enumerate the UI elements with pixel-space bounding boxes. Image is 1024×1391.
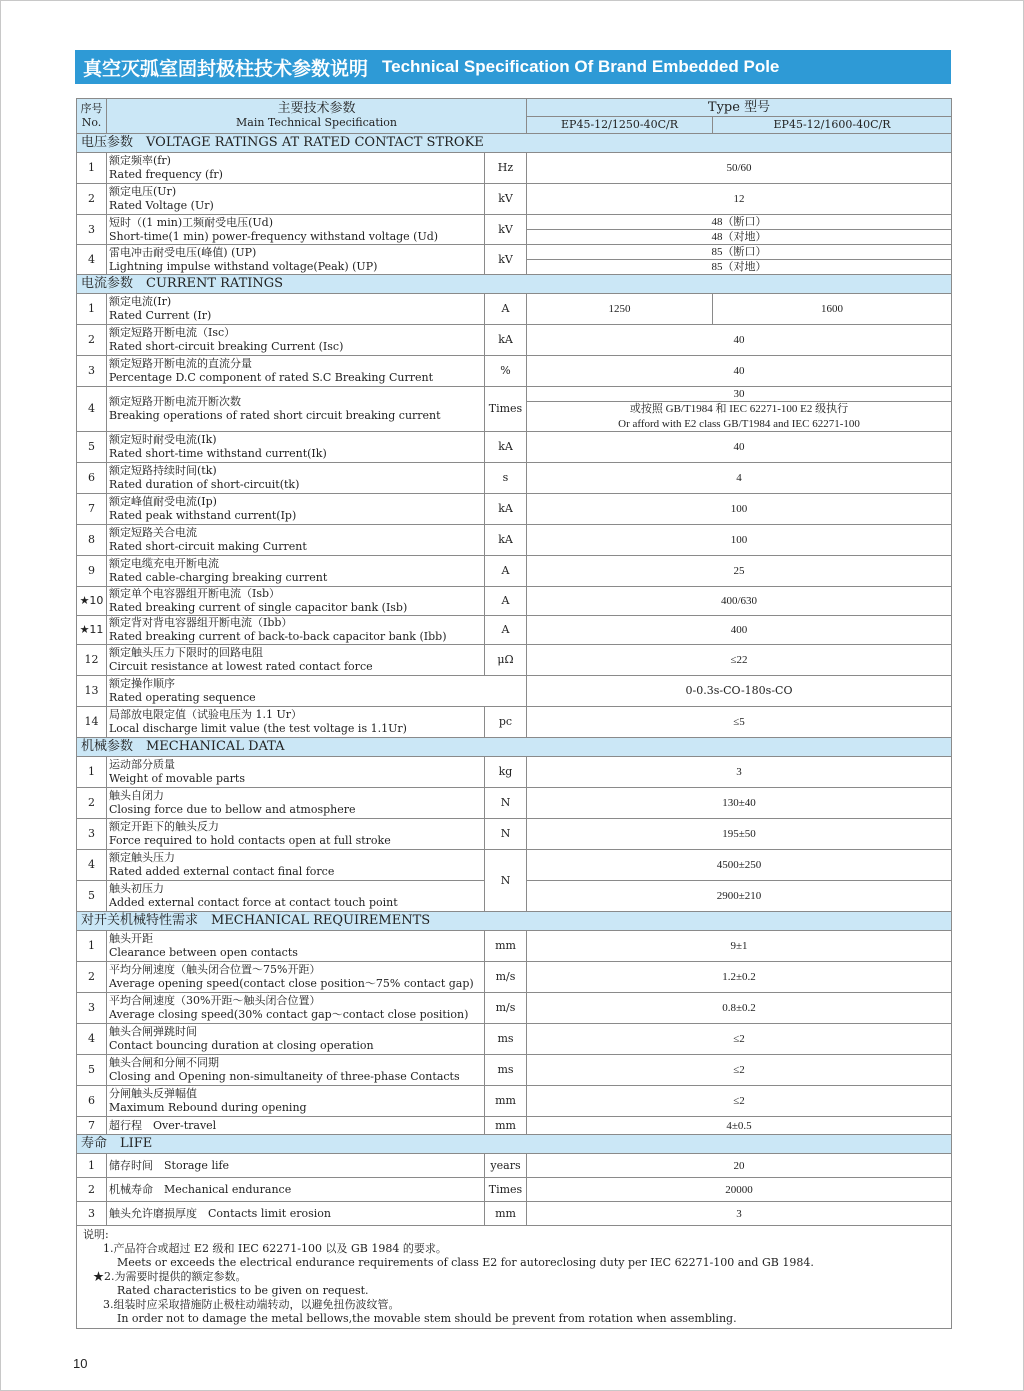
row-unit: ms bbox=[485, 1024, 527, 1055]
title-bar bbox=[75, 50, 951, 84]
row-name-zh: 短时（(1 min)工频耐受电压(Ud) bbox=[109, 215, 274, 229]
table-row bbox=[77, 819, 952, 850]
row-name bbox=[107, 616, 485, 645]
row-no: 3 bbox=[77, 356, 107, 387]
table-row bbox=[77, 616, 952, 645]
row-no: ★11 bbox=[77, 616, 107, 645]
row-no: 1 bbox=[77, 931, 107, 962]
row-no: 12 bbox=[77, 645, 107, 676]
row-name bbox=[107, 1086, 485, 1117]
row-value: ≤2 bbox=[527, 1086, 952, 1117]
row-no: 14 bbox=[77, 707, 107, 738]
row-name-en: Rated frequency (fr) bbox=[109, 168, 223, 181]
page-number: 10 bbox=[73, 1356, 88, 1371]
table-row bbox=[77, 463, 952, 494]
row-no: 2 bbox=[77, 788, 107, 819]
row-unit: m/s bbox=[485, 993, 527, 1024]
row-unit: mm bbox=[485, 1202, 527, 1226]
row-value: 85（断口） bbox=[527, 245, 952, 260]
row-name-zh: 额定开距下的触头反力 bbox=[109, 820, 219, 833]
row-no: 2 bbox=[77, 325, 107, 356]
notes-cell bbox=[77, 1226, 952, 1329]
row-value: Or afford with E2 class GB/T1984 and IEC 62271-100 bbox=[527, 417, 952, 432]
row-value: ≤2 bbox=[527, 1024, 952, 1055]
row-unit: m/s bbox=[485, 962, 527, 993]
row-name-zh: 额定短路持续时间(tk) bbox=[109, 464, 217, 477]
row-name-zh: 局部放电限定值（试验电压为 1.1 Ur） bbox=[109, 708, 303, 721]
table-row bbox=[77, 962, 952, 993]
row-no: 4 bbox=[77, 850, 107, 881]
row-name-zh: 触头初压力 bbox=[109, 882, 164, 895]
row-no: 5 bbox=[77, 881, 107, 912]
table-row bbox=[77, 1202, 952, 1226]
row-value: 25 bbox=[527, 556, 952, 587]
header-no bbox=[77, 99, 107, 134]
row-name bbox=[107, 432, 485, 463]
note-1-zh: 1.产品符合或超过 E2 级和 IEC 62271-100 以及 GB 1984 的要求。 bbox=[103, 1242, 447, 1255]
row-no: 4 bbox=[77, 1024, 107, 1055]
row-unit: N bbox=[485, 850, 527, 912]
row-unit: Times bbox=[485, 1178, 527, 1202]
section-mechanical bbox=[77, 738, 952, 757]
table-row bbox=[77, 1154, 952, 1178]
row-name-en: Force required to hold contacts open at full stroke bbox=[109, 834, 391, 847]
row-value: 3 bbox=[527, 1202, 952, 1226]
table-row bbox=[77, 494, 952, 525]
table-row bbox=[77, 245, 952, 260]
row-value: 195±50 bbox=[527, 819, 952, 850]
note-3-zh: 3.组装时应采取措施防止极柱动端转动，以避免扭伤波纹管。 bbox=[103, 1298, 400, 1311]
table-row bbox=[77, 993, 952, 1024]
row-no: 6 bbox=[77, 1086, 107, 1117]
row-unit: % bbox=[485, 356, 527, 387]
row-no: 8 bbox=[77, 525, 107, 556]
row-name-zh: 分闸触头反弹幅值 bbox=[109, 1087, 197, 1100]
row-no: 1 bbox=[77, 757, 107, 788]
row-name-zh: 额定峰值耐受电流(Ip) bbox=[109, 495, 217, 508]
row-name bbox=[107, 993, 485, 1024]
row-no: 3 bbox=[77, 1202, 107, 1226]
table-row bbox=[77, 325, 952, 356]
notes-title: 说明: bbox=[83, 1228, 109, 1241]
row-value: 40 bbox=[527, 432, 952, 463]
row-value: 400/630 bbox=[527, 587, 952, 616]
table-row bbox=[77, 525, 952, 556]
row-name-en: Lightning impulse withstand voltage(Peak) (UP) bbox=[109, 259, 378, 273]
notes bbox=[79, 1226, 949, 1328]
row-no: 1 bbox=[77, 153, 107, 184]
row-name: 超行程 Over-travel bbox=[107, 1117, 485, 1135]
header-row bbox=[77, 99, 952, 117]
row-name-zh: 平均分闸速度（触头闭合位置～75%开距） bbox=[109, 963, 321, 976]
row-unit: mm bbox=[485, 931, 527, 962]
row-unit: kA bbox=[485, 325, 527, 356]
row-value: 4 bbox=[527, 463, 952, 494]
row-name-en: Closing and Opening non-simultaneity of three-phase Contacts bbox=[109, 1070, 460, 1083]
section-life-title: 寿命 LIFE bbox=[77, 1135, 952, 1154]
row-value: 或按照 GB/T1984 和 IEC 62271-100 E2 级执行 bbox=[527, 402, 952, 417]
row-name bbox=[107, 676, 527, 707]
row-value: 48（对地） bbox=[527, 230, 952, 245]
row-name bbox=[107, 294, 485, 325]
row-name-zh: 额定短路开断电流开断次数 bbox=[109, 395, 241, 408]
row-name-en: Circuit resistance at lowest rated contact force bbox=[109, 660, 373, 673]
table-row bbox=[77, 387, 952, 402]
row-no: 7 bbox=[77, 494, 107, 525]
row-unit: N bbox=[485, 788, 527, 819]
row-name-en: Average opening speed(contact close position～75% contact gap) bbox=[109, 977, 474, 990]
row-name-zh: 额定短时耐受电流(Ik) bbox=[109, 433, 217, 446]
table-row bbox=[77, 1178, 952, 1202]
row-name-zh: 额定触头压力 bbox=[109, 851, 175, 864]
row-unit: A bbox=[485, 616, 527, 645]
row-name-zh: 额定电压(Ur) bbox=[109, 185, 177, 198]
row-no: 7 bbox=[77, 1117, 107, 1135]
row-unit: A bbox=[485, 587, 527, 616]
row-no: 5 bbox=[77, 432, 107, 463]
row-name-zh: 运动部分质量 bbox=[109, 758, 175, 771]
table-row bbox=[77, 556, 952, 587]
table-row bbox=[77, 676, 952, 707]
row-name bbox=[107, 881, 485, 912]
row-name-zh: 额定频率(fr) bbox=[109, 154, 171, 167]
row-value: 4500±250 bbox=[527, 850, 952, 881]
row-value: 9±1 bbox=[527, 931, 952, 962]
row-value-model-1: 1250 bbox=[527, 294, 713, 325]
section-mech-req bbox=[77, 912, 952, 931]
row-value: 0.8±0.2 bbox=[527, 993, 952, 1024]
row-unit: kV bbox=[485, 215, 527, 245]
row-no: 4 bbox=[77, 387, 107, 432]
row-name bbox=[107, 325, 485, 356]
table-row bbox=[77, 850, 952, 881]
row-name-zh: 触头开距 bbox=[109, 932, 153, 945]
spec-table bbox=[76, 98, 952, 1329]
row-unit: years bbox=[485, 1154, 527, 1178]
row-unit: mm bbox=[485, 1117, 527, 1135]
table-row bbox=[77, 153, 952, 184]
row-value: 400 bbox=[527, 616, 952, 645]
row-name-zh: 额定单个电容器组开断电流（Isb） bbox=[109, 587, 281, 600]
row-no: 6 bbox=[77, 463, 107, 494]
row-name bbox=[107, 184, 485, 215]
row-value: 3 bbox=[527, 757, 952, 788]
row-name-en: Rated added external contact final force bbox=[109, 865, 335, 878]
header-type: Type 型号 bbox=[527, 99, 952, 117]
section-voltage-title: 电压参数 VOLTAGE RATINGS AT RATED CONTACT STROKE bbox=[77, 134, 952, 153]
row-name-en: Rated breaking current of back-to-back capacitor bank (Ibb) bbox=[109, 630, 447, 643]
row-name-en: Rated Voltage (Ur) bbox=[109, 199, 214, 212]
row-name-en: Breaking operations of rated short circuit breaking current bbox=[109, 409, 441, 422]
row-name bbox=[107, 1024, 485, 1055]
row-value: 100 bbox=[527, 494, 952, 525]
row-name bbox=[107, 587, 485, 616]
row-name: 储存时间 Storage life bbox=[107, 1154, 485, 1178]
table-row bbox=[77, 184, 952, 215]
row-no: 13 bbox=[77, 676, 107, 707]
note-2-en: Rated characteristics to be given on request. bbox=[117, 1284, 369, 1297]
note-3-en: In order not to damage the metal bellows,the movable stem should be prevent from rotation when assembling. bbox=[117, 1312, 737, 1325]
row-no: 9 bbox=[77, 556, 107, 587]
row-value: 130±40 bbox=[527, 788, 952, 819]
row-unit: kA bbox=[485, 494, 527, 525]
row-name-en: Contact bouncing duration at closing operation bbox=[109, 1039, 374, 1052]
row-value: 100 bbox=[527, 525, 952, 556]
row-name bbox=[107, 245, 485, 275]
row-name-en: Added external contact force at contact touch point bbox=[109, 896, 398, 909]
row-unit: A bbox=[485, 294, 527, 325]
row-unit: ms bbox=[485, 1055, 527, 1086]
row-name bbox=[107, 1055, 485, 1086]
title-chinese: 真空灭弧室固封极柱技术参数说明 bbox=[83, 57, 369, 80]
section-mech-req-title: 对开关机械特性需求 MECHANICAL REQUIREMENTS bbox=[77, 912, 952, 931]
row-value: 2900±210 bbox=[527, 881, 952, 912]
row-name-en: Maximum Rebound during opening bbox=[109, 1101, 307, 1114]
row-name-en: Rated short-circuit breaking Current (Isc) bbox=[109, 340, 344, 353]
row-unit: pc bbox=[485, 707, 527, 738]
table-row bbox=[77, 215, 952, 230]
row-no: 1 bbox=[77, 294, 107, 325]
row-name-en: Rated short-circuit making Current bbox=[109, 540, 307, 553]
row-value: 40 bbox=[527, 325, 952, 356]
row-name bbox=[107, 356, 485, 387]
row-name-en: Rated peak withstand current(Ip) bbox=[109, 509, 297, 522]
header-model-1: EP45-12/1250-40C/R bbox=[527, 117, 713, 134]
row-value: 4±0.5 bbox=[527, 1117, 952, 1135]
row-name bbox=[107, 494, 485, 525]
row-value: 48（断口） bbox=[527, 215, 952, 230]
row-value: 20 bbox=[527, 1154, 952, 1178]
row-unit: μΩ bbox=[485, 645, 527, 676]
row-name: 触头允许磨损厚度 Contacts limit erosion bbox=[107, 1202, 485, 1226]
title-english: Technical Specification Of Brand Embedded Pole bbox=[382, 57, 780, 76]
row-unit: kA bbox=[485, 432, 527, 463]
row-name-zh: 平均合闸速度（30%开距～触头闭合位置） bbox=[109, 994, 321, 1007]
section-mechanical-title: 机械参数 MECHANICAL DATA bbox=[77, 738, 952, 757]
row-value: 30 bbox=[527, 387, 952, 402]
row-no: 3 bbox=[77, 215, 107, 245]
row-no: 2 bbox=[77, 1178, 107, 1202]
table-row bbox=[77, 1086, 952, 1117]
row-value-model-2: 1600 bbox=[713, 294, 952, 325]
row-no: 2 bbox=[77, 184, 107, 215]
table-row bbox=[77, 356, 952, 387]
row-name bbox=[107, 463, 485, 494]
row-name bbox=[107, 962, 485, 993]
row-name-zh: 触头自闭力 bbox=[109, 789, 164, 802]
table-row bbox=[77, 931, 952, 962]
row-no: 5 bbox=[77, 1055, 107, 1086]
section-current bbox=[77, 275, 952, 294]
row-value: 12 bbox=[527, 184, 952, 215]
row-unit: kA bbox=[485, 525, 527, 556]
row-name-en: Rated operating sequence bbox=[109, 691, 256, 704]
notes-row bbox=[77, 1226, 952, 1329]
row-unit: Times bbox=[485, 387, 527, 432]
row-value: ≤5 bbox=[527, 707, 952, 738]
table-row bbox=[77, 645, 952, 676]
header-param-zh: 主要技术参数 bbox=[277, 101, 356, 116]
row-name-en: Rated Current (Ir) bbox=[109, 309, 212, 322]
row-name bbox=[107, 556, 485, 587]
row-unit: kV bbox=[485, 245, 527, 275]
row-unit: s bbox=[485, 463, 527, 494]
row-name-en: Clearance between open contacts bbox=[109, 946, 298, 959]
row-name-zh: 额定操作顺序 bbox=[109, 677, 175, 690]
row-unit: Hz bbox=[485, 153, 527, 184]
row-value: 20000 bbox=[527, 1178, 952, 1202]
row-name-zh: 触头合闸弹跳时间 bbox=[109, 1025, 197, 1038]
table-row bbox=[77, 587, 952, 616]
row-no: ★10 bbox=[77, 587, 107, 616]
row-name-zh: 额定短路关合电流 bbox=[109, 526, 197, 539]
row-name bbox=[107, 757, 485, 788]
header-model-2: EP45-12/1600-40C/R bbox=[713, 117, 952, 134]
table-row bbox=[77, 1117, 952, 1135]
row-name bbox=[107, 707, 485, 738]
header-no-zh: 序号 bbox=[80, 102, 103, 115]
row-name-en: Percentage D.C component of rated S.C Breaking Current bbox=[109, 371, 434, 384]
note-2-zh: ★2.为需要时提供的额定参数。 bbox=[93, 1270, 247, 1283]
row-name-zh: 额定电缆充电开断电流 bbox=[109, 557, 219, 570]
row-no: 3 bbox=[77, 993, 107, 1024]
row-name-en: Local discharge limit value (the test voltage is 1.1Ur) bbox=[109, 722, 407, 735]
row-unit: N bbox=[485, 819, 527, 850]
row-unit: mm bbox=[485, 1086, 527, 1117]
row-name-en: Short-time(1 min) power-frequency withstand voltage (Ud) bbox=[109, 229, 439, 243]
table-row bbox=[77, 1024, 952, 1055]
row-unit: A bbox=[485, 556, 527, 587]
row-value: 1.2±0.2 bbox=[527, 962, 952, 993]
row-name-zh: 额定背对背电容器组开断电流（Ibb） bbox=[109, 616, 293, 629]
section-life bbox=[77, 1135, 952, 1154]
row-name bbox=[107, 645, 485, 676]
row-name-zh: 额定短路开断电流的直流分量 bbox=[109, 357, 252, 370]
row-no: 2 bbox=[77, 962, 107, 993]
section-current-title: 电流参数 CURRENT RATINGS bbox=[77, 275, 952, 294]
row-name bbox=[107, 819, 485, 850]
row-value: 40 bbox=[527, 356, 952, 387]
row-name-zh: 雷电冲击耐受电压(峰值) (UP) bbox=[109, 245, 257, 259]
row-name bbox=[107, 931, 485, 962]
table-row bbox=[77, 707, 952, 738]
row-name-zh: 额定短路开断电流（Isc） bbox=[109, 326, 236, 339]
row-name bbox=[107, 850, 485, 881]
row-no: 1 bbox=[77, 1154, 107, 1178]
row-name bbox=[107, 788, 485, 819]
row-unit: kV bbox=[485, 184, 527, 215]
row-name-en: Rated breaking current of single capacitor bank (Isb) bbox=[109, 601, 408, 614]
row-no: 3 bbox=[77, 819, 107, 850]
row-value: ≤22 bbox=[527, 645, 952, 676]
header-param bbox=[107, 99, 527, 134]
section-voltage bbox=[77, 134, 952, 153]
row-name bbox=[107, 387, 485, 432]
row-name-zh: 额定触头压力下限时的回路电阻 bbox=[109, 646, 263, 659]
row-value: 0-0.3s-CO-180s-CO bbox=[527, 676, 952, 707]
row-unit: kg bbox=[485, 757, 527, 788]
table-row bbox=[77, 294, 952, 325]
row-name-en: Rated cable-charging breaking current bbox=[109, 571, 328, 584]
table-row bbox=[77, 1055, 952, 1086]
row-value: 50/60 bbox=[527, 153, 952, 184]
table-row bbox=[77, 757, 952, 788]
row-name-en: Rated duration of short-circuit(tk) bbox=[109, 478, 300, 491]
row-value: 85（对地） bbox=[527, 260, 952, 275]
row-name-zh: 额定电流(Ir) bbox=[109, 295, 172, 308]
row-name-en: Closing force due to bellow and atmosphere bbox=[109, 803, 356, 816]
row-name-en: Rated short-time withstand current(Ik) bbox=[109, 447, 327, 460]
row-name: 机械寿命 Mechanical endurance bbox=[107, 1178, 485, 1202]
row-name bbox=[107, 525, 485, 556]
row-name bbox=[107, 215, 485, 245]
row-no: 4 bbox=[77, 245, 107, 275]
row-name-en: Average closing speed(30% contact gap～contact close position) bbox=[109, 1008, 469, 1021]
table-row bbox=[77, 432, 952, 463]
row-name bbox=[107, 153, 485, 184]
row-name-zh: 触头合闸和分闸不同期 bbox=[109, 1056, 219, 1069]
row-name-en: Weight of movable parts bbox=[109, 772, 245, 785]
header-param-en: Main Technical Specification bbox=[236, 116, 397, 129]
header-no-en: No. bbox=[81, 116, 102, 129]
note-1-en: Meets or exceeds the electrical endurance requirements of class E2 for autoreclosing duty per IEC 62271-100 and GB 1984. bbox=[117, 1256, 814, 1269]
row-value: ≤2 bbox=[527, 1055, 952, 1086]
table-row bbox=[77, 788, 952, 819]
